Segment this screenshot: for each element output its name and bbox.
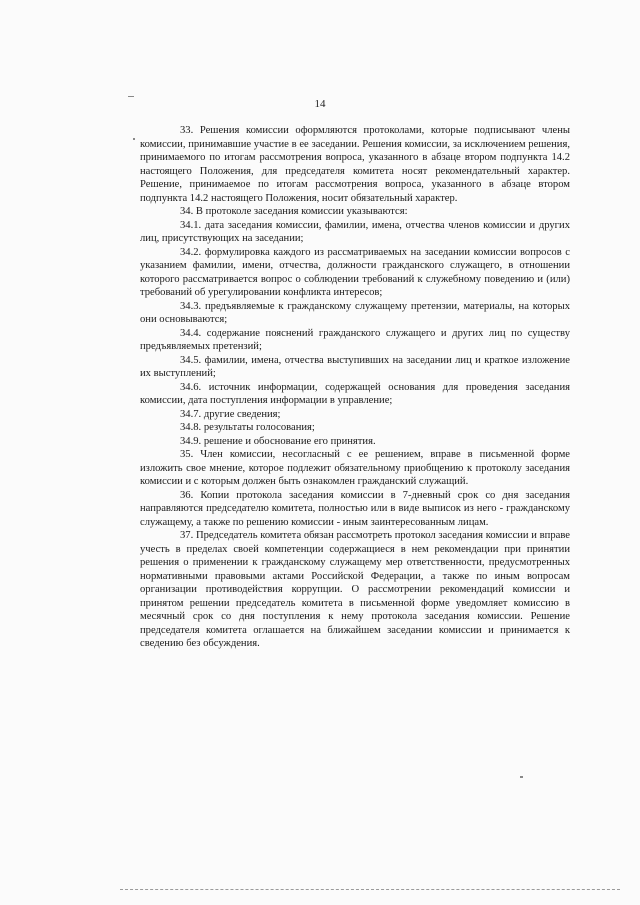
paragraph-36: 36. Копии протокола заседания комиссии в 7-дневный срок со дня заседания направляются председателю комитета, полностью или в виде выписок из него - гражданскому служащему, а также по решению комиссии - иным заинтересованным лицам. xyxy=(140,489,570,528)
scan-mark xyxy=(133,138,135,140)
document-body xyxy=(140,124,570,651)
paragraph-34-1: 34.1. дата заседания комиссии, фамилии, имена, отчества членов комиссии и других лиц, присутствующих на заседании; xyxy=(140,219,570,244)
paragraph-34-2: 34.2. формулировка каждого из рассматриваемых на заседании комиссии вопросов с указанием фамилии, имени, отчества, должности гражданского служащего, в отношении которого рассматривается вопрос о соблюдении требований к служебному поведению и (или) требований об урегулировании конфликта интересов; xyxy=(140,246,570,298)
scan-mark xyxy=(128,96,134,97)
paragraph-35: 35. Член комиссии, несогласный с ее решением, вправе в письменной форме изложить свое мнение, которое подлежит обязательному приобщению к протоколу заседания комиссии и с которым должен быть ознакомлен гражданский служащий. xyxy=(140,449,570,487)
paragraph-34-9: 34.9. решение и обоснование его принятия. xyxy=(180,435,376,447)
paragraph-34-4: 34.4. содержание пояснений гражданского служащего и других лиц по существу предъявляемых претензий; xyxy=(140,327,570,352)
scan-edge-line xyxy=(120,889,620,890)
paragraph-37: 37. Председатель комитета обязан рассмотреть протокол заседания комиссии и вправе учесть в пределах своей компетенции содержащиеся в нем рекомендации при принятии решения о применении к гражданскому служащему мер ответственности, предусмотренных нормативными правовыми актами Российской Федерации, а также по иным вопросам организации противодействия коррупции. О рассмотрении рекомендаций комиссии и принятом решении председатель комитета в письменной форме уведомляет комиссию в месячный срок со дня поступления к нему протокола заседания комиссии. Решение председателя комитета оглашается на ближайшем заседании комиссии и принимается к сведению без обсуждения. xyxy=(140,530,570,649)
paragraph-33: 33. Решения комиссии оформляются протоколами, которые подписывают члены комиссии, принимавшие участие в ее заседании. Решения комиссии, за исключением решения, принимаемого по итогам рассмотрения вопроса, указанного в абзаце втором подпункта 14.2 настоящего Положения, для председателя комитета носят рекомендательный характер. Решение, принимаемое по итогам рассмотрения вопроса, указанного в абзаце втором подпункта 14.2 настоящего Положения, носит обязательный характер. xyxy=(140,125,570,204)
paragraph-34-5: 34.5. фамилии, имена, отчества выступивших на заседании лиц и краткое изложение их выступлений; xyxy=(140,354,570,379)
paragraph-34-8: 34.8. результаты голосования; xyxy=(180,422,315,433)
paragraph-34-6: 34.6. источник информации, содержащей основания для проведения заседания комиссии, дата поступления информации в управление; xyxy=(140,381,570,406)
paragraph-34-7: 34.7. другие сведения; xyxy=(180,408,281,420)
page-number: 14 xyxy=(314,98,326,110)
paragraph-34: 34. В протоколе заседания комиссии указываются: xyxy=(180,206,408,217)
scan-mark xyxy=(520,776,523,778)
paragraph-34-3: 34.3. предъявляемые к гражданскому служащему претензии, материалы, на которых они основываются; xyxy=(140,300,570,325)
